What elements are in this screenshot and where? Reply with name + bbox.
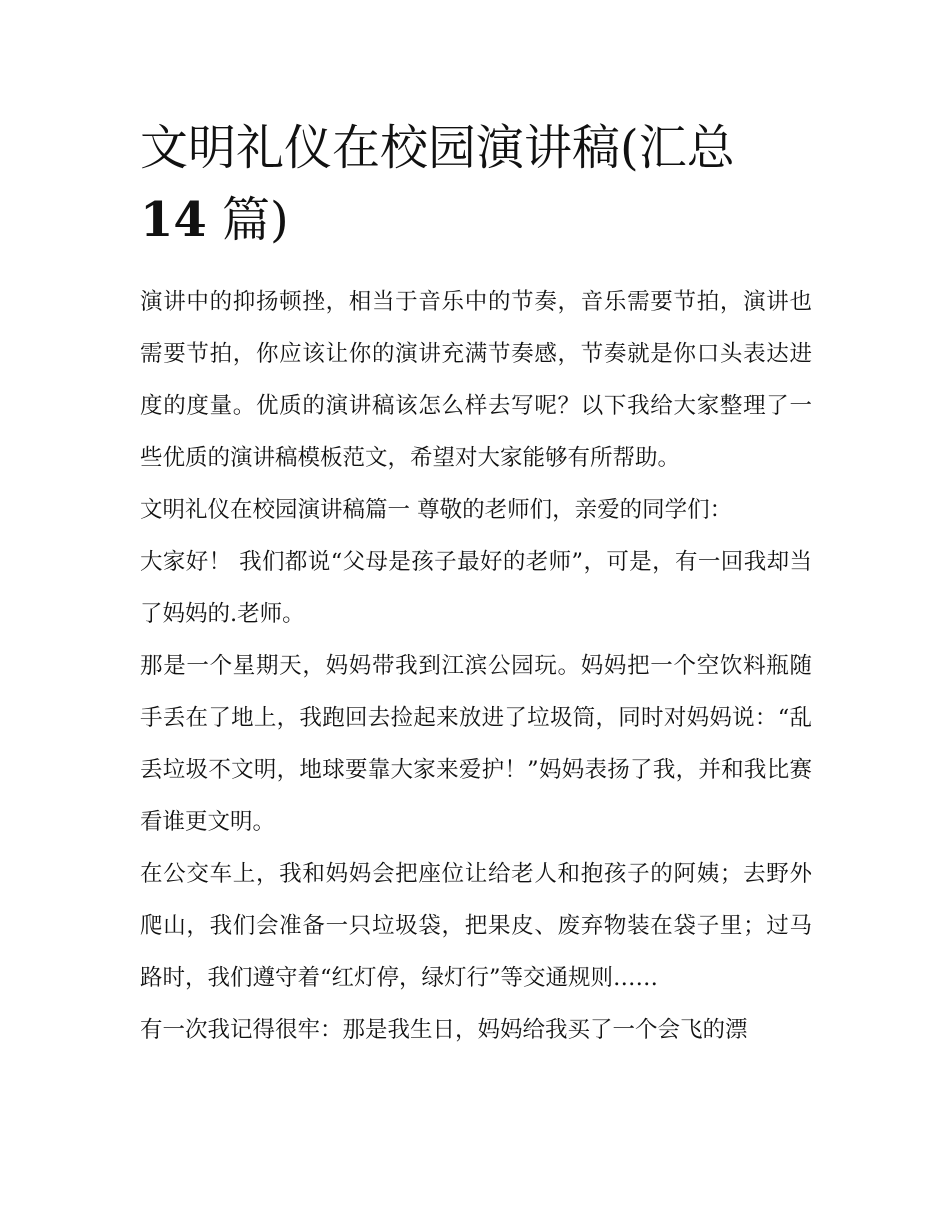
paragraph-story-1: 那是一个星期天，妈妈带我到江滨公园玩。妈妈把一个空饮料瓶随手丢在了地上，我跑回去捡起来放进了垃圾筒，同时对妈妈说：“乱丢垃圾不文明，地球要靠大家来爱护！”妈妈表扬了我，并和我比赛看谁更文明。 <box>140 653 812 835</box>
document-title <box>140 112 820 256</box>
paragraph-story-2: 在公交车上，我和妈妈会把座位让给老人和抱孩子的阿姨；去野外爬山，我们会准备一只垃圾袋，把果皮、废弃物装在袋子里；过马路时，我们遵守着“红灯停，绿灯行”等交通规则…… <box>140 861 812 991</box>
title-number: 14 <box>140 192 207 248</box>
paragraph-story-3: 有一次我记得很牢：那是我生日，妈妈给我买了一个会飞的漂 <box>140 1017 748 1043</box>
title-text: 文明礼仪在校园演讲稿(汇总 <box>140 120 735 176</box>
document-body <box>140 276 812 1056</box>
paragraph-heading-1: 文明礼仪在校园演讲稿篇一 尊敬的老师们，亲爱的同学们： <box>140 497 733 523</box>
title-tail: 篇) <box>206 192 289 248</box>
paragraph-intro: 演讲中的抑扬顿挫，相当于音乐中的节奏，音乐需要节拍，演讲也需要节拍，你应该让你的演讲充满节奏感，节奏就是你口头表达进度的度量。优质的演讲稿该怎么样去写呢？以下我给大家整理了一些优质的演讲稿模板范文，希望对大家能够有所帮助。 <box>140 289 812 471</box>
paragraph-greeting: 大家好！ 我们都说“父母是孩子最好的老师”，可是，有一回我却当了妈妈的.老师。 <box>140 549 812 627</box>
